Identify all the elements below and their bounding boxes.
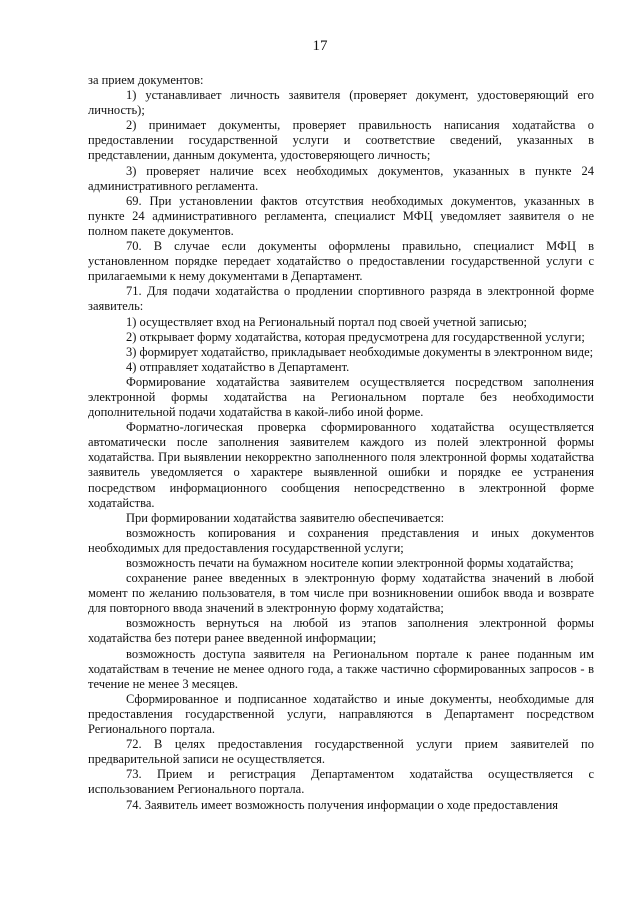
paragraph: 73. Прием и регистрация Департаментом ходатайства осуществляется с использованием Регионального портала. <box>88 767 594 797</box>
paragraph: Формирование ходатайства заявителем осуществляется посредством заполнения электронной формы ходатайства на Региональном портале без необходимости дополнительной подачи ходатайства в какой-либо иной форме. <box>88 374 594 420</box>
paragraph: 70. В случае если документы оформлены правильно, специалист МФЦ в установленном порядке передает ходатайство о предоставлении государственной услуги с прилагаемыми к нему документами в Департамент. <box>88 239 594 284</box>
paragraph: за прием документов: <box>88 73 204 87</box>
paragraph: сохранение ранее введенных в электронную форму ходатайства значений в любой момент по желанию пользователя, в том числе при возникновении ошибок ввода и возврате для повторного ввода значений в электронную форму ходатайства; <box>88 571 594 616</box>
paragraph: При формировании ходатайства заявителю обеспечивается: <box>126 510 445 525</box>
paragraph: возможность доступа заявителя на Региональном портале к ранее поданным им ходатайствам в течение не менее одного года, а также частично сформированных запросов - в течение не менее 3 месяцев. <box>88 646 594 691</box>
paragraph: 1) устанавливает личность заявителя (проверяет документ, удостоверяющий его личность); <box>88 88 594 118</box>
paragraph: возможность вернуться на любой из этапов заполнения электронной формы ходатайства без потери ранее введенной информации; <box>88 616 594 646</box>
paragraph: 72. В целях предоставления государственной услуги прием заявителей по предварительной записи не осуществляется. <box>88 737 594 767</box>
paragraph: 71. Для подачи ходатайства о продлении спортивного разряда в электронной форме заявитель: <box>88 284 594 314</box>
document-body <box>88 73 594 813</box>
paragraph: 2) открывает форму ходатайства, которая предусмотрена для государственной услуги; <box>126 329 585 344</box>
paragraph: 74. Заявитель имеет возможность получения информации о ходе предоставления <box>126 797 559 812</box>
paragraph: 1) осуществляет вход на Региональный портал под своей учетной записью; <box>126 314 528 329</box>
paragraph: Сформированное и подписанное ходатайство и иные документы, необходимые для предоставления государственной услуги, направляются в Департамент посредством Регионального портала. <box>88 691 594 737</box>
paragraph: 69. При установлении фактов отсутствия необходимых документов, указанных в пункте 24 административного регламента, специалист МФЦ уведомляет заявителя о не полном пакете документов. <box>88 193 594 238</box>
paragraph: 3) формирует ходатайство, прикладывает необходимые документы в электронном виде; <box>126 344 594 359</box>
paragraph: возможность печати на бумажном носителе копии электронной формы ходатайства; <box>126 556 574 570</box>
paragraph: возможность копирования и сохранения представления и иных документов необходимых для предоставления государственной услуги; <box>88 525 594 555</box>
paragraph: 4) отправляет ходатайство в Департамент. <box>126 359 350 374</box>
page-number: 17 <box>312 38 328 54</box>
paragraph: 2) принимает документы, проверяет правильность написания ходатайства о предоставлении государственной услуги и соответствие сведений, указанных в представлении, данным документа, удостоверяющего личность; <box>88 118 594 163</box>
paragraph: 3) проверяет наличие всех необходимых документов, указанных в пункте 24 административного регламента. <box>88 163 594 193</box>
paragraph: Форматно-логическая проверка сформированного ходатайства осуществляется автоматически после заполнения заявителем каждого из полей электронной формы ходатайства. При выявлении некорректно заполненного поля электронной формы ходатайства заявитель уведомляется о характере выявленной ошибки и порядке ее устранения посредством информационного сообщения непосредственно в электронной форме ходатайства. <box>88 420 594 510</box>
